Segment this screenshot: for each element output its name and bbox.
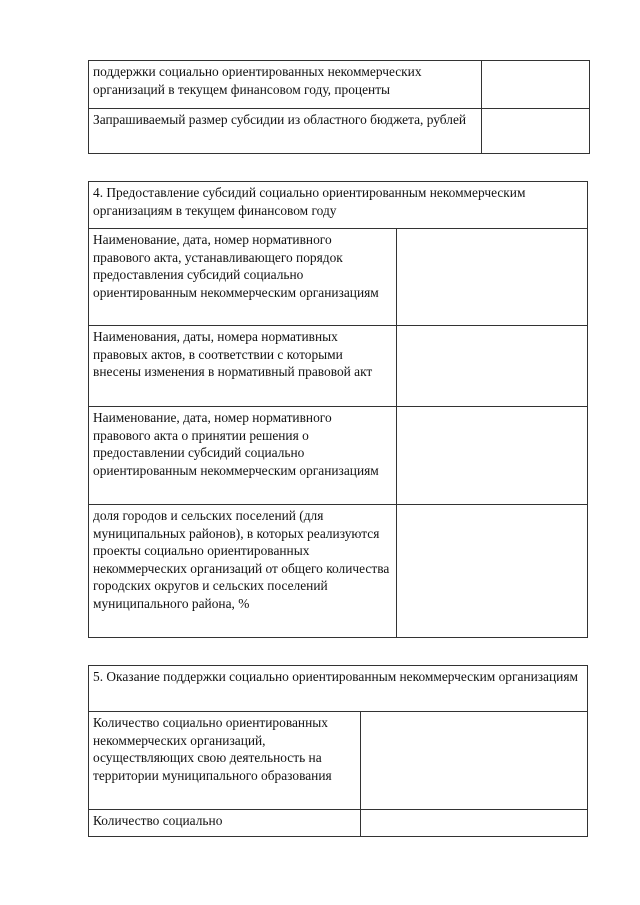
table-section-3-continuation [88,60,590,154]
row-label: поддержки социально ориентированных некоммерческих организаций в текущем финансовом году, проценты [89,61,482,109]
table-row [89,712,588,810]
value-cell[interactable] [482,61,590,109]
row-label: Наименование, дата, номер нормативного правового акта о принятии решения о предоставлении субсидий социально ориентированным некоммерческим организациям [89,407,397,505]
row-label: Наименования, даты, номера нормативных правовых актов, в соответствии с которыми внесены изменения в нормативный правовой акт [89,326,397,407]
section-header: 5. Оказание поддержки социально ориентированным некоммерческим организациям [89,666,588,712]
value-cell[interactable] [397,229,588,326]
section-header: 4. Предоставление субсидий социально ориентированным некоммерческим организациям в текущем финансовом году [89,182,588,229]
row-label: доля городов и сельских поселений (для муниципальных районов), в которых реализуются проекты социально ориентированных некоммерческих организаций от общего количества городских округов и сельских поселений муниципального района, % [89,505,397,638]
section-header-row [89,666,588,712]
table-row [89,810,588,837]
table-row [89,109,590,154]
table-row [89,326,588,407]
table-row [89,407,588,505]
table-section-5 [88,665,588,837]
table-section-4 [88,181,588,638]
table-row [89,229,588,326]
value-cell[interactable] [361,712,588,810]
value-cell[interactable] [397,505,588,638]
row-label: Количество социально [89,810,361,837]
row-label: Наименование, дата, номер нормативного правового акта, устанавливающего порядок предоставления субсидий социально ориентированным некоммерческим организациям [89,229,397,326]
section-header-row [89,182,588,229]
row-label: Количество социально ориентированных некоммерческих организаций, осуществляющих свою деятельность на территории муниципального образования [89,712,361,810]
value-cell[interactable] [361,810,588,837]
table-row [89,61,590,109]
value-cell[interactable] [397,407,588,505]
value-cell[interactable] [397,326,588,407]
table-row [89,505,588,638]
value-cell[interactable] [482,109,590,154]
row-label: Запрашиваемый размер субсидии из областного бюджета, рублей [89,109,482,154]
